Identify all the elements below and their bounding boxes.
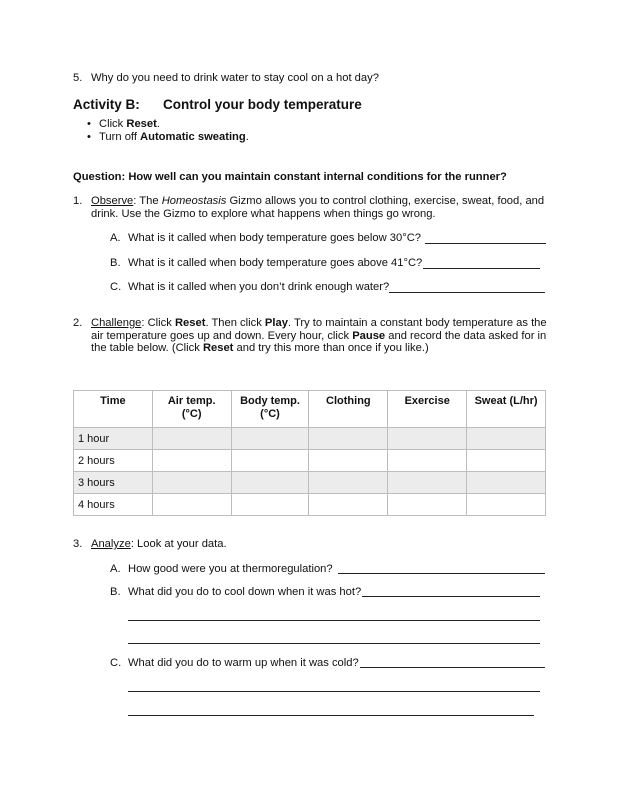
item-3-number: 3.: [73, 538, 83, 550]
answer-line[interactable]: [128, 620, 540, 621]
table-cell[interactable]: [309, 450, 388, 472]
item-text: the table below. (Click: [91, 342, 203, 354]
table-cell[interactable]: [231, 450, 309, 472]
item-1-number: 1.: [73, 195, 83, 207]
answer-line[interactable]: [360, 667, 545, 668]
bullet-icon: •: [87, 131, 91, 143]
header-line: Clothing: [326, 395, 371, 407]
item-bold: Reset: [174, 317, 206, 329]
column-header: [152, 391, 231, 428]
instruction-text: Click: [99, 118, 127, 130]
table-cell[interactable]: [152, 450, 231, 472]
column-header: [388, 391, 467, 428]
table-cell[interactable]: [388, 472, 467, 494]
table-row: [74, 450, 546, 472]
column-header: [467, 391, 546, 428]
sub-letter: C.: [110, 281, 122, 293]
header-line: Air temp.: [167, 395, 216, 407]
instruction-2: [99, 131, 249, 144]
item-1-line-1: [91, 195, 544, 208]
item-label: Challenge: [91, 317, 142, 329]
answer-line[interactable]: [128, 691, 540, 692]
answer-line[interactable]: [423, 268, 540, 269]
row-label: 4 hours: [74, 494, 153, 516]
instruction-1: [99, 118, 160, 131]
question-number: 5.: [73, 72, 83, 84]
table-cell[interactable]: [309, 428, 388, 450]
gizmo-name: Homeostasis: [161, 195, 227, 207]
table-cell[interactable]: [231, 494, 309, 516]
item-text: . Try to maintain a constant body temperature as the: [287, 317, 547, 329]
item-text: . Then click: [205, 317, 265, 329]
column-header: [309, 391, 388, 428]
item-text: Gizmo allows you to control clothing, exercise, sweat, food, and: [226, 195, 545, 207]
instruction-text: .: [245, 131, 249, 143]
table-row: [74, 428, 546, 450]
header-line: Sweat (L/hr): [474, 395, 538, 407]
sub-letter: C.: [110, 657, 122, 669]
table-cell[interactable]: [388, 450, 467, 472]
item-text: : Look at your data.: [130, 538, 227, 550]
table-cell[interactable]: [467, 472, 546, 494]
instruction-bold: Automatic sweating: [140, 131, 246, 143]
column-header: [74, 391, 153, 428]
data-table: [73, 390, 546, 516]
table-cell[interactable]: [388, 494, 467, 516]
table-row: [74, 494, 546, 516]
activity-title: Control your body temperature: [163, 97, 362, 112]
item-text: and try this more than once if you like.): [233, 342, 429, 354]
column-header: [231, 391, 309, 428]
sub-question-text: What is it called when body temperature goes above 41°C?: [128, 257, 423, 269]
table-header-row: [74, 391, 546, 428]
row-label: 3 hours: [74, 472, 153, 494]
row-label: 2 hours: [74, 450, 153, 472]
question-5: [73, 72, 82, 85]
item-bold: Play: [264, 317, 288, 329]
answer-line[interactable]: [128, 715, 534, 716]
table-cell[interactable]: [152, 494, 231, 516]
item-text: and record the data asked for in: [385, 330, 547, 342]
item-label: Analyze: [91, 538, 131, 550]
bullet-icon: •: [87, 118, 91, 130]
answer-line[interactable]: [338, 573, 545, 574]
table-cell[interactable]: [231, 472, 309, 494]
header-line: (°C): [181, 408, 202, 420]
item-text: : Click: [141, 317, 175, 329]
table-cell[interactable]: [152, 428, 231, 450]
header-line: (°C): [260, 408, 280, 420]
row-label: 1 hour: [74, 428, 153, 450]
table-cell[interactable]: [309, 472, 388, 494]
answer-line[interactable]: [389, 292, 545, 293]
item-label: Observe: [91, 195, 134, 207]
header-line: Time: [100, 395, 126, 407]
instruction-text: Turn off: [99, 131, 141, 143]
table-row: [74, 472, 546, 494]
table-cell[interactable]: [467, 494, 546, 516]
header-line: Body temp.: [240, 395, 300, 407]
item-3-line-1: [91, 538, 227, 551]
table-cell[interactable]: [309, 494, 388, 516]
answer-line[interactable]: [425, 243, 546, 244]
table-cell[interactable]: [467, 450, 546, 472]
sub-question-text: What did you do to cool down when it was hot?: [128, 586, 362, 598]
answer-line[interactable]: [128, 643, 540, 644]
instruction-bold: Reset: [126, 118, 157, 130]
item-2-number: 2.: [73, 317, 83, 329]
sub-question-text: What is it called when body temperature goes below 30°C?: [128, 232, 422, 244]
item-bold: Reset: [202, 342, 234, 354]
table-cell[interactable]: [467, 428, 546, 450]
item-1-line-2: drink. Use the Gizmo to explore what happens when things go wrong.: [91, 208, 436, 220]
question-heading: Question: How well can you maintain constant internal conditions for the runner?: [73, 171, 507, 183]
sub-question-text: What did you do to warm up when it was cold?: [128, 657, 359, 669]
sub-letter: B.: [110, 586, 121, 598]
instruction-text: .: [156, 118, 160, 130]
item-bold: Pause: [352, 330, 386, 342]
activity-label: Activity B:: [73, 97, 140, 112]
item-text: air temperature goes up and down. Every hour, click: [91, 330, 353, 342]
question-5-text: Why do you need to drink water to stay cool on a hot day?: [91, 72, 379, 84]
sub-letter: A.: [110, 232, 121, 244]
header-line: Exercise: [404, 395, 450, 407]
table-cell[interactable]: [388, 428, 467, 450]
item-2-line-3: [91, 342, 429, 355]
answer-line[interactable]: [362, 596, 540, 597]
sub-letter: A.: [110, 563, 121, 575]
item-text: : The: [133, 195, 162, 207]
item-2-line-1: [91, 317, 547, 330]
sub-question-text: How good were you at thermoregulation?: [128, 563, 333, 575]
sub-letter: B.: [110, 257, 121, 269]
table-cell[interactable]: [152, 472, 231, 494]
table-cell[interactable]: [231, 428, 309, 450]
sub-question-text: What is it called when you don’t drink enough water?: [128, 281, 390, 293]
